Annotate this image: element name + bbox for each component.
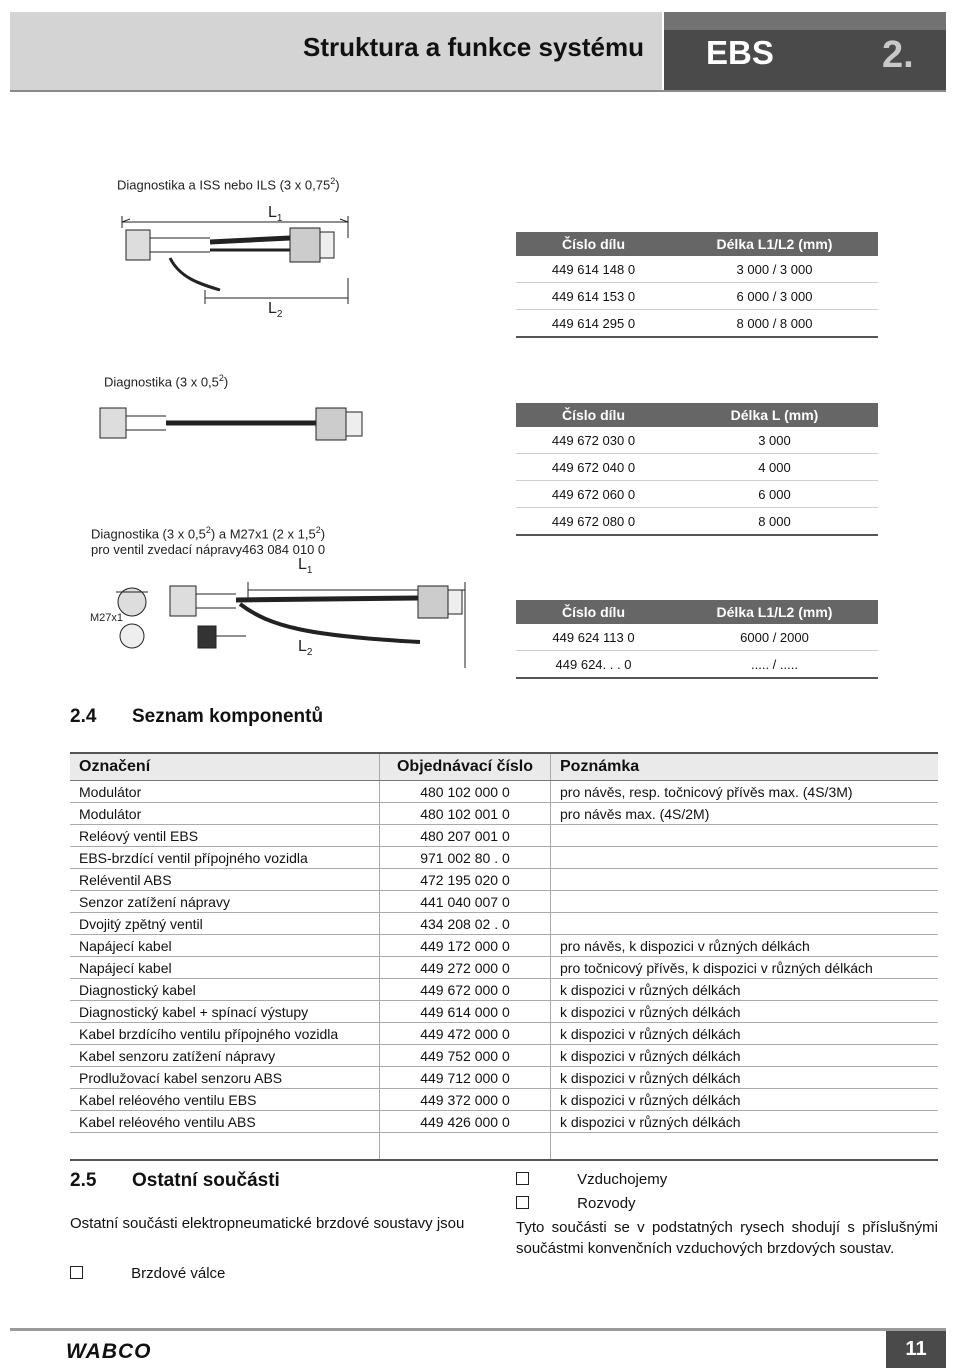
- table-cell: Modulátor: [70, 781, 380, 803]
- table-cell: [551, 913, 939, 935]
- table-row: [516, 427, 878, 454]
- checkbox-icon: [70, 1266, 83, 1279]
- other-note: Tyto součásti se v podstatných rysech shodují s příslušnými součástmi konvenčních vzduchových brzdových soustav.: [516, 1219, 938, 1257]
- table-cell: 4 000: [671, 454, 878, 481]
- chapter-number: 2.: [882, 34, 914, 76]
- cable3-l1-label: $L_1$: [298, 556, 313, 577]
- table-row: [70, 1067, 938, 1089]
- col-header: Délka L (mm): [671, 403, 878, 427]
- col-header: Číslo dílu: [516, 232, 671, 256]
- table-cell: 6 000: [671, 481, 878, 508]
- cable1-drawing: [110, 198, 370, 322]
- table-cell: Reléový ventil EBS: [70, 825, 380, 847]
- table-cell: 449 372 000 0: [380, 1089, 551, 1111]
- list-item: Vzduchojemy: [516, 1169, 667, 1190]
- table-row: [70, 1089, 938, 1111]
- list-item: Brzdové válce: [70, 1263, 225, 1284]
- table-row: [70, 1111, 938, 1133]
- table-cell: Prodlužovací kabel senzoru ABS: [70, 1067, 380, 1089]
- table-row: [516, 624, 878, 651]
- list-item: Rozvody: [516, 1193, 636, 1214]
- table-cell: pro točnicový přívěs, k dispozici v různých délkách: [551, 957, 939, 979]
- cable1-table: [516, 232, 878, 338]
- cable3-table: [516, 600, 878, 679]
- cable3-caption: Diagnostika (3 x $0,5^2$) a M27x1 (2 x $1,5^2$) pro ventil zvedací nápravy463 084 010 0: [91, 525, 326, 558]
- table-row: [70, 979, 938, 1001]
- table-cell: 449 672 080 0: [516, 508, 671, 536]
- other-heading: 2.5 Ostatní součásti: [70, 1170, 280, 1191]
- table-row: [516, 454, 878, 481]
- table-row: [70, 891, 938, 913]
- table-row: [516, 283, 878, 310]
- table-row: [70, 803, 938, 825]
- table-cell: 449 172 000 0: [380, 935, 551, 957]
- table-cell: 8 000: [671, 508, 878, 536]
- table-row: [516, 508, 878, 536]
- page-footer: [10, 1328, 946, 1362]
- table-cell: k dispozici v různých délkách: [551, 1001, 939, 1023]
- header-top-stripe: [664, 12, 946, 30]
- table-cell: Reléventil ABS: [70, 869, 380, 891]
- cable2-table: [516, 403, 878, 536]
- table-cell: k dispozici v různých délkách: [551, 979, 939, 1001]
- table-cell: Senzor zatížení nápravy: [70, 891, 380, 913]
- table-row: [70, 847, 938, 869]
- cable1-l2-label: $L_2$: [268, 300, 283, 321]
- table-cell: 449 672 040 0: [516, 454, 671, 481]
- cable2-drawing: [96, 396, 386, 456]
- table-cell: pro návěs max. (4S/2M): [551, 803, 939, 825]
- table-row: [516, 256, 878, 283]
- table-cell: [551, 869, 939, 891]
- col-header: Délka L1/L2 (mm): [671, 232, 878, 256]
- footer-rule: [10, 1328, 946, 1331]
- table-row: [70, 935, 938, 957]
- table-cell: 449 624. . . 0: [516, 651, 671, 679]
- table-cell: 480 102 001 0: [380, 803, 551, 825]
- header-section-band: [664, 12, 946, 92]
- col-header: Délka L1/L2 (mm): [671, 600, 878, 624]
- table-row: [70, 1023, 938, 1045]
- table-cell: 449 672 060 0: [516, 481, 671, 508]
- table-cell: 971 002 80 . 0: [380, 847, 551, 869]
- components-heading: 2.4 Seznam komponentů: [70, 706, 324, 727]
- header-rule: [10, 90, 946, 92]
- table-cell: k dispozici v různých délkách: [551, 1023, 939, 1045]
- checkbox-icon: [516, 1172, 529, 1185]
- cable3-l2-label: $L_2$: [298, 638, 313, 659]
- cable1-caption: Diagnostika a ISS nebo ILS (3 x 0,75$^2$): [117, 176, 340, 193]
- col-header: Označení: [70, 753, 380, 781]
- table-cell: [551, 847, 939, 869]
- table-cell: 449 614 148 0: [516, 256, 671, 283]
- table-row: [70, 913, 938, 935]
- table-cell: 6 000 / 3 000: [671, 283, 878, 310]
- table-cell: pro návěs, resp. točnicový přívěs max. (4S/3M): [551, 781, 939, 803]
- table-cell: 449 614 295 0: [516, 310, 671, 338]
- cable1-l1-label: $L_1$: [268, 204, 283, 225]
- table-cell: Diagnostický kabel: [70, 979, 380, 1001]
- table-row: [70, 869, 938, 891]
- table-row: [516, 310, 878, 338]
- m27-label: M27x1: [90, 612, 124, 624]
- table-cell: 434 208 02 . 0: [380, 913, 551, 935]
- table-cell: 3 000: [671, 427, 878, 454]
- table-cell: k dispozici v různých délkách: [551, 1089, 939, 1111]
- col-header: Číslo dílu: [516, 403, 671, 427]
- page-number: 11: [886, 1331, 946, 1368]
- col-header: Číslo dílu: [516, 600, 671, 624]
- table-cell: k dispozici v různých délkách: [551, 1045, 939, 1067]
- table-row: [70, 1045, 938, 1067]
- table-cell: 472 195 020 0: [380, 869, 551, 891]
- table-cell: [551, 891, 939, 913]
- table-cell: 480 102 000 0: [380, 781, 551, 803]
- table-cell: k dispozici v různých délkách: [551, 1067, 939, 1089]
- other-intro: Ostatní součásti elektropneumatické brzdové soustavy jsou: [70, 1215, 465, 1232]
- table-cell: 480 207 001 0: [380, 825, 551, 847]
- table-cell: Diagnostický kabel + spínací výstupy: [70, 1001, 380, 1023]
- table-row: [516, 651, 878, 679]
- page-title: Struktura a funkce systému: [302, 32, 644, 62]
- table-cell: Kabel reléového ventilu ABS: [70, 1111, 380, 1133]
- table-cell: 6000 / 2000: [671, 624, 878, 651]
- components-table: [70, 752, 938, 1161]
- table-cell: [551, 825, 939, 847]
- cable3-drawing: [110, 572, 470, 672]
- table-cell: 449 712 000 0: [380, 1067, 551, 1089]
- table-row: [70, 825, 938, 847]
- wabco-logo: WABCO: [66, 1340, 152, 1363]
- table-cell: ..... / .....: [671, 651, 878, 679]
- section-label: EBS: [706, 34, 774, 71]
- table-cell: EBS-brzdící ventil přípojného vozidla: [70, 847, 380, 869]
- table-cell: 8 000 / 8 000: [671, 310, 878, 338]
- table-cell: Kabel brzdícího ventilu přípojného vozidla: [70, 1023, 380, 1045]
- checkbox-icon: [516, 1196, 529, 1209]
- table-row: [70, 957, 938, 979]
- col-header: Objednávací číslo: [380, 753, 551, 781]
- table-cell: pro návěs, k dispozici v různých délkách: [551, 935, 939, 957]
- table-cell: Napájecí kabel: [70, 957, 380, 979]
- table-cell: Kabel reléového ventilu EBS: [70, 1089, 380, 1111]
- table-cell: 449 426 000 0: [380, 1111, 551, 1133]
- table-cell: 3 000 / 3 000: [671, 256, 878, 283]
- table-cell: Dvojitý zpětný ventil: [70, 913, 380, 935]
- table-cell: Napájecí kabel: [70, 935, 380, 957]
- table-cell: 449 752 000 0: [380, 1045, 551, 1067]
- table-cell: Modulátor: [70, 803, 380, 825]
- table-cell: 449 272 000 0: [380, 957, 551, 979]
- table-cell: 449 614 153 0: [516, 283, 671, 310]
- table-cell: k dispozici v různých délkách: [551, 1111, 939, 1133]
- table-row: [70, 781, 938, 803]
- table-cell: 441 040 007 0: [380, 891, 551, 913]
- table-row-empty: [70, 1133, 938, 1161]
- table-cell: 449 624 113 0: [516, 624, 671, 651]
- table-cell: Kabel senzoru zatížení nápravy: [70, 1045, 380, 1067]
- table-cell: 449 672 000 0: [380, 979, 551, 1001]
- col-header: Poznámka: [551, 753, 939, 781]
- table-row: [516, 481, 878, 508]
- table-cell: 449 614 000 0: [380, 1001, 551, 1023]
- page-header: [10, 12, 946, 92]
- cable2-caption: Diagnostika (3 x $0,5^2$): [104, 373, 229, 390]
- table-row: [70, 1001, 938, 1023]
- table-cell: 449 472 000 0: [380, 1023, 551, 1045]
- table-cell: 449 672 030 0: [516, 427, 671, 454]
